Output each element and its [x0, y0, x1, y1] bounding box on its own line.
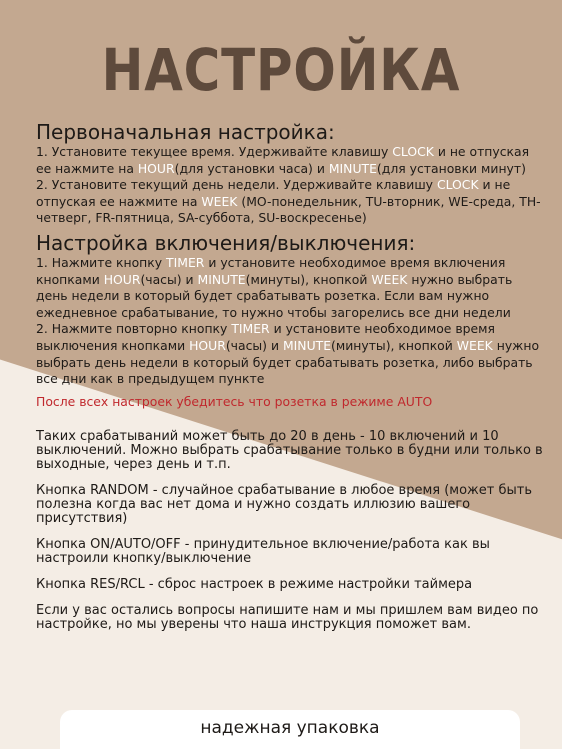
- page-title: НАСТРОЙКА: [101, 36, 461, 104]
- onoff-setup-heading: Настройка включения/выключения:: [36, 230, 416, 255]
- key-hour: HOUR: [137, 160, 175, 176]
- initial-step-2: 2. Установите текущий день недели. Удерживайте клавишу CLOCK и не отпуская ее нажмите на WEEK (MO-понедельник, TU-вторник, WE-среда, TH-четверг, FR-пятница, SA-суббота, SU-воскресенье): [36, 177, 541, 226]
- notes-list: [36, 430, 546, 632]
- note-triggers: Таких срабатываний может быть до 20 в день - 10 включений и 10 выключений. Можно выбрать срабатывание только в будни или только в выходные, через день и т.п.: [36, 429, 543, 473]
- note-questions: Если у вас остались вопросы напишите нам и мы пришлем вам видео по настройке, но мы уверены что наша инструкция поможет вам.: [36, 603, 539, 633]
- onoff-step-2: 2. Нажмите повторно кнопку TIMER и установите необходимое время выключения кнопками HOUR(часы) и MINUTE(минуты), кнопкой WEEK нужно выбрать день недели в который будет срабатывать розетка, либо выбрать все дни как в предыдущем пункте: [36, 321, 540, 387]
- key-clock: CLOCK: [392, 144, 434, 159]
- key-minute: MINUTE: [197, 271, 246, 287]
- initial-setup-heading: Первоначальная настройка:: [36, 120, 335, 144]
- key-hour: HOUR: [103, 271, 141, 287]
- key-week: WEEK: [371, 271, 408, 287]
- key-minute: MINUTE: [282, 337, 332, 353]
- content: [36, 120, 546, 644]
- key-clock: CLOCK: [436, 177, 479, 193]
- key-week: WEEK: [456, 337, 493, 353]
- key-timer: TIMER: [166, 254, 205, 270]
- auto-mode-warning: После всех настроек убедитесь что розетка в режиме AUTO: [36, 393, 433, 409]
- key-hour: HOUR: [189, 337, 226, 353]
- initial-step-1: 1. Установите текущее время. Удерживайте клавишу CLOCK и не отпуская ее нажмите на HOUR(для установки часа) и MINUTE(для установки минут): [36, 144, 530, 176]
- note-res-rcl-button: Кнопка RES/RCL - сброс настроек в режиме настройки таймера: [36, 577, 473, 593]
- key-week: WEEK: [201, 193, 238, 209]
- packaging-banner: надежная упаковка: [60, 710, 520, 750]
- key-minute: MINUTE: [328, 160, 377, 176]
- onoff-step-1: 1. Нажмите кнопку TIMER и установите необходимое время включения кнопками HOUR(часы) и MINUTE(минуты), кнопкой WEEK нужно выбрать день недели в который будет срабатывать розетка. Если вам нужно ежедневное срабатывание, то нужно чтобы загорелись все дни недели: [36, 254, 513, 320]
- note-on-auto-off-button: Кнопка ON/AUTO/OFF - принудительное включение/работа как вы настроили кнопку/выключение: [36, 537, 490, 567]
- note-random-button: Кнопка RANDOM - случайное срабатывание в любое время (может быть полезна когда вас нет дома и нужно создать иллюзию вашего присутствия): [36, 483, 532, 527]
- key-timer: TIMER: [231, 321, 270, 337]
